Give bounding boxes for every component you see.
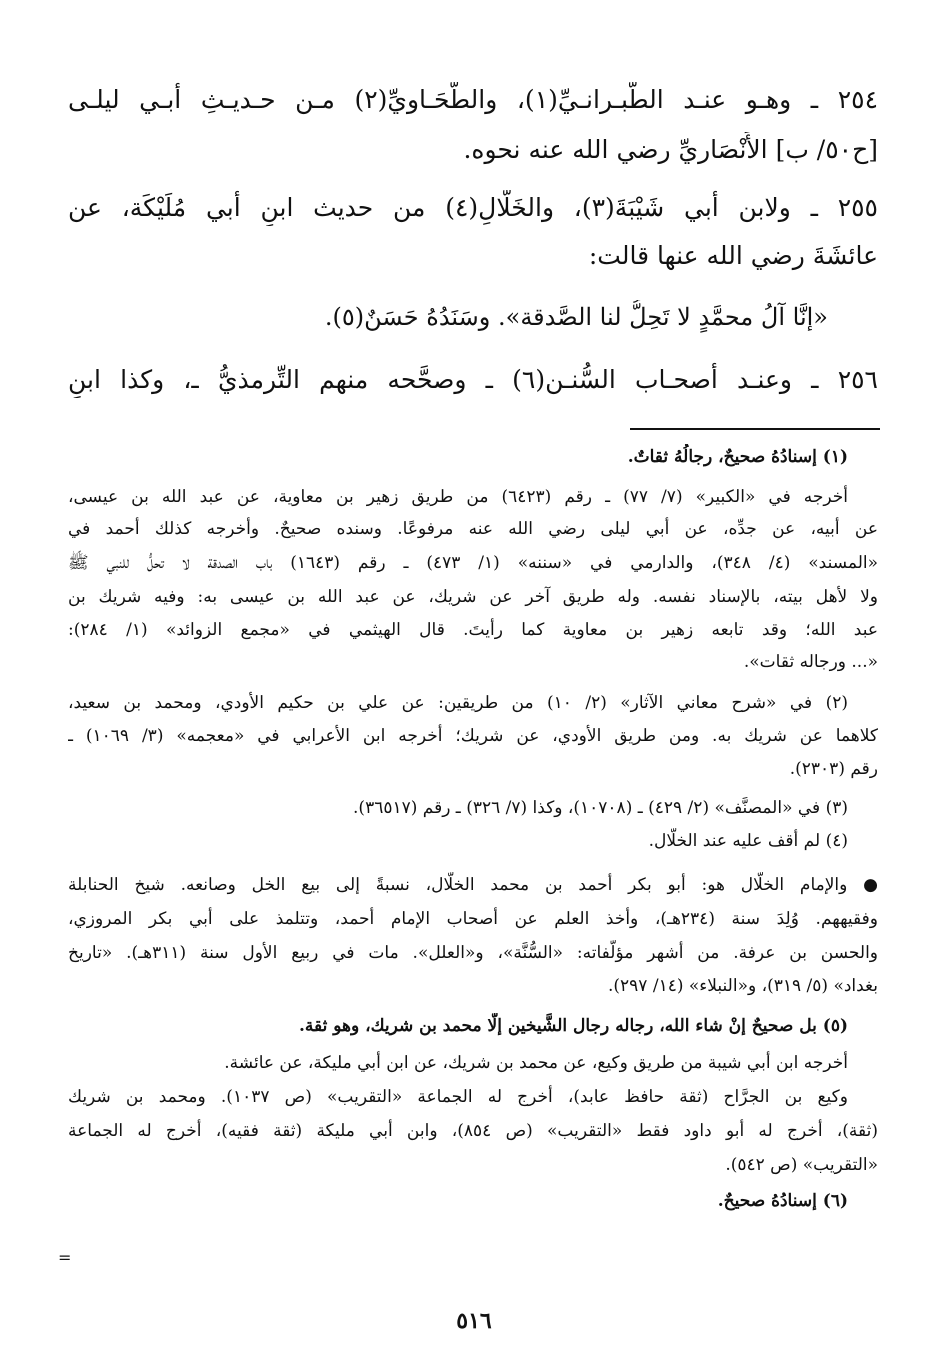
footnote-line: وكيع بن الجرَّاح (ثقة حافظ عابد)، أخرج له الجماعة «التقريب» (ص ١٠٣٧). ومحمد بن شريك (68, 1087, 848, 1107)
footnote-separator (630, 428, 880, 430)
main-line: عائشَةَ رضي الله عنها قالت: (588, 241, 878, 270)
page-number: ٥١٦ (456, 1308, 492, 1334)
footnote-line: (٢) في «شرح معاني الآثار» (٢/ ١٠) من طريقين: عن علي بن حكيم الأودي، ومحمد بن سعيد، (68, 693, 848, 713)
main-line: [ح٥٠/ ب] الأَنْصَاريِّ رضي الله عنه نحوه. (463, 135, 878, 164)
footnote-line: أخرجه ابن أبي شيبة من طريق وكيع، عن محمد بن شريك، عن ابن أبي مليكة، عن عائشة. (224, 1053, 848, 1073)
footnote-line: أخرجه في «الكبير» (٧/ ٧٧) ـ رقم (٦٤٢٣) من طريق زهير بن معاوية، عن عبد الله بن عيسى، (68, 487, 848, 507)
footnote-6-heading: (٦) إسنادُهُ صحيحٌ. (717, 1191, 848, 1211)
footnote-line: «المسند» (٤/ ٣٤٨)، والدارمي في «سننه» (١/ ٤٧٣) ـ رقم (١٦٤٣) باب الصدقة لا تحلُّ للنبي ﷺ (68, 553, 878, 573)
footnote-line: ولا لأهل بيته، بالإسناد نفسه. وله طريق آخر عن شريك، عن عبد الله بن عيسى به: وفيه شريك بن (68, 587, 878, 607)
footnote-line: (٤) لم أقف عليه عند الخلَّال. (648, 831, 848, 851)
footnote-1-heading: (١) إسنادُهُ صحيحٌ، رجالُهُ ثقاتٌ. (627, 447, 848, 467)
footnote-line: وفقيههم. وُلِدَ سنة (٢٣٤هـ)، وأخذ العلم عن أصحاب الإمام أحمد، وتتلمذ على أبي بكر المروزي، (68, 909, 878, 929)
footnote-line: «... ورجاله ثقات». (743, 652, 878, 672)
continuation-mark: = (58, 1248, 72, 1267)
footnote-line: عن أبيه، عن جدِّه، عن أبي ليلى رضي الله عنه مرفوعًا. وسنده صحيحٌ. وأخرجه كذلك أحمد في (68, 519, 878, 539)
footnote-line: بغداد» (٥/ ٣١٩)، و«النبلاء» (١٤/ ٢٩٧). (607, 976, 878, 996)
footnote-line: (٣) في «المصنَّف» (٢/ ٤٢٩) ـ (١٠٧٠٨)، وكذا (٧/ ٣٢٦) ـ رقم (٣٦٥١٧). (353, 798, 848, 818)
main-line: ٢٥٤ ـ وهـو عنـد الطَّبـرانـيِّ(١)، والطَّحَـاويِّ(٢) مـن حـديـثِ أبـي ليلـى (68, 85, 878, 114)
footnote-line: (ثقة)، أخرج له أبو داود فقط «التقريب» (ص ٨٥٤)، وابن أبي مليكة (ثقة فقيه)، أخرج له الجماعة (68, 1121, 878, 1141)
footnote-line: ● والإمام الخلَّال هو: أبو بكر أحمد بن محمد الخلَّال، نسبةً إلى بيع الخل وصانعه. شيخ الحنابلة (68, 875, 878, 895)
quote-line: «إنَّا آلُ محمَّدٍ لا تَحِلُّ لنا الصَّدقة». وسَنَدُهُ حَسَنٌ(٥). (324, 303, 828, 331)
main-line: ٢٥٦ ـ وعنـد أصحـاب السُّنـن(٦) ـ وصحَّحه منهم التِّرمذيُّ ـ، وكذا ابنِ (68, 365, 878, 394)
footnote-line: «التقريب» (ص ٥٤٢). (725, 1155, 878, 1175)
footnote-line: والحسن بن عرفة. من أشهر مؤلَّفاته: «السُّنَّة»، و«العلل». مات في ربيع الأول سنة (٣١١هـ). «تاريخ (68, 943, 878, 963)
footnote-5-heading: (٥) بل صحيحٌ إنْ شاء الله، رجاله رجال الشَّيخين إلَّا محمد بن شريك، وهو ثقة. (298, 1016, 848, 1036)
main-line: ٢٥٥ ـ ولابن أبي شَيْبَةَ(٣)، والخَلَّالِ(٤) من حديث ابنِ أبي مُلَيْكَة، عن (68, 193, 878, 222)
footnote-line: عبد الله؛ وقد تابعه زهير بن معاوية كما رأيتَ. قال الهيثمي في «مجمع الزوائد» (١/ ٢٨٤): (68, 620, 878, 640)
footnote-line: كلاهما عن شريك به. ومن طريق الأودي، عن شريك؛ أخرجه ابن الأعرابي في «معجمه» (٣/ ١٠٦٩) ـ (68, 726, 878, 746)
footnote-line: رقم (٢٣٠٣). (789, 759, 878, 779)
